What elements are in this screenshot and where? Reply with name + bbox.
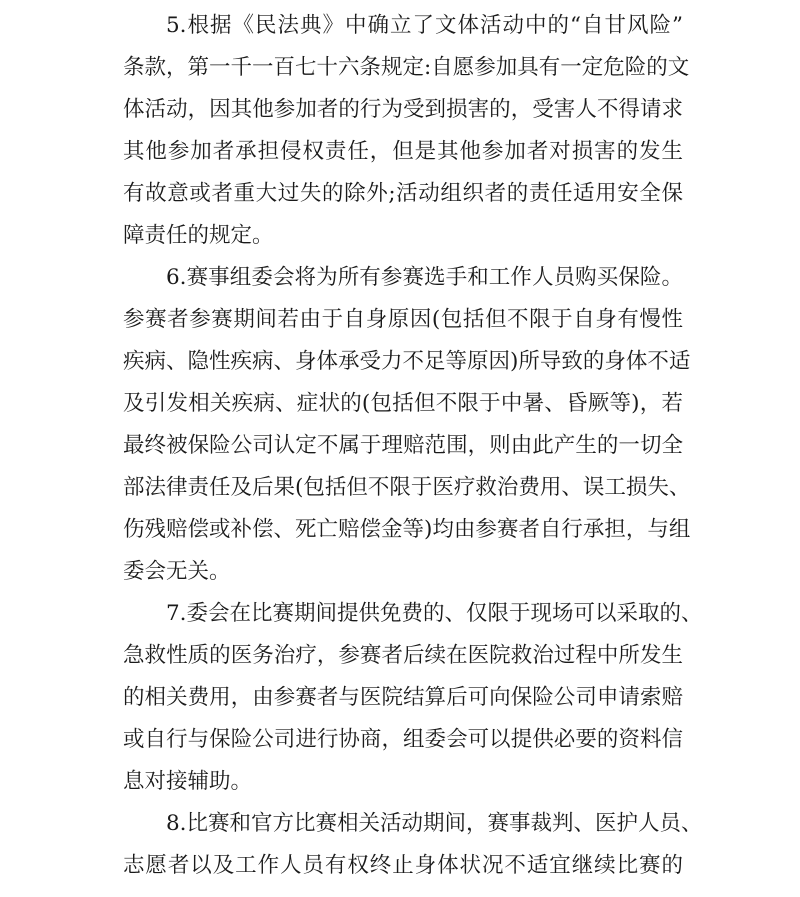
paragraph-5-line-2: 条款，第一千一百七十六条规定:自愿参加具有一定危险的文 — [123, 55, 690, 80]
paragraph-6-line-5: 最终被保险公司认定不属于理赔范围，则由此产生的一切全 — [123, 433, 683, 458]
paragraph-7-line-1: 7.委会在比赛期间提供免费的、仅限于现场可以采取的、 — [166, 601, 703, 626]
paragraph-6-line-4: 及引发相关疾病、症状的(包括但不限于中暑、昏厥等)，若 — [123, 391, 683, 416]
paragraph-7-line-5: 息对接辅助。 — [123, 769, 253, 794]
paragraph-7-line-4: 或自行与保险公司进行协商，组委会可以提供必要的资料信 — [123, 727, 683, 752]
paragraph-6-line-8: 委会无关。 — [123, 559, 231, 584]
paragraph-5-line-4: 其他参加者承担侵权责任，但是其他参加者对损害的发生 — [123, 139, 683, 164]
paragraph-6-line-7: 伤残赔偿或补偿、死亡赔偿金等)均由参赛者自行承担，与组 — [123, 517, 691, 542]
paragraph-5-line-3: 体活动，因其他参加者的行为受到损害的，受害人不得请求 — [123, 97, 683, 122]
paragraph-8-line-2: 志愿者以及工作人员有权终止身体状况不适宜继续比赛的 — [123, 853, 683, 878]
paragraph-7-line-2: 急救性质的医务治疗，参赛者后续在医院救治过程中所发生 — [123, 643, 683, 668]
paragraph-6-line-6: 部法律责任及后果(包括但不限于医疗救治费用、误工损失、 — [123, 475, 691, 500]
paragraph-7-line-3: 的相关费用，由参赛者与医院结算后可向保险公司申请索赔 — [123, 685, 683, 710]
paragraph-5-line-1: 5.根据《民法典》中确立了文体活动中的“自甘风险” — [166, 13, 683, 38]
paragraph-6-line-2: 参赛者参赛期间若由于自身原因(包括但不限于自身有慢性 — [123, 307, 683, 332]
paragraph-8-line-1: 8.比赛和官方比赛相关活动期间，赛事裁判、医护人员、 — [166, 811, 703, 836]
paragraph-6-line-3: 疾病、隐性疾病、身体承受力不足等原因)所导致的身体不适 — [123, 349, 691, 374]
paragraph-5-line-5: 有故意或者重大过失的除外;活动组织者的责任适用安全保 — [123, 181, 683, 206]
paragraph-5-line-6: 障责任的规定。 — [123, 223, 274, 248]
paragraph-6-line-1: 6.赛事组委会将为所有参赛选手和工作人员购买保险。 — [166, 265, 683, 290]
